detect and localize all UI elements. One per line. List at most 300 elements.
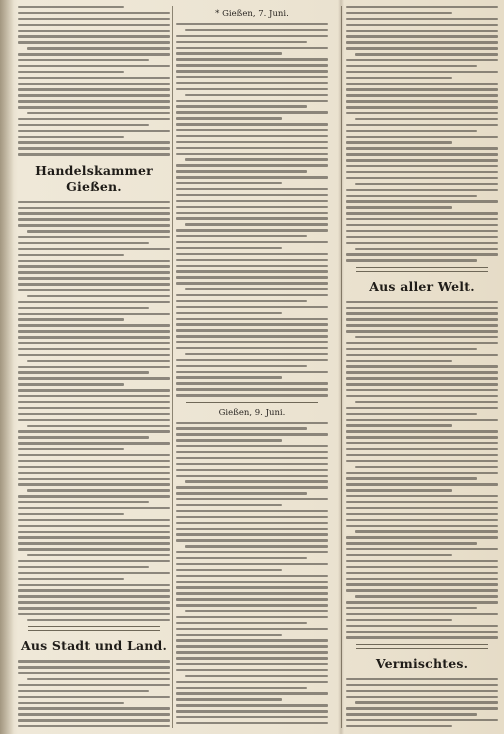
text-line <box>18 289 170 291</box>
text-line <box>176 427 307 429</box>
text-line <box>176 282 328 284</box>
text-line <box>355 530 498 532</box>
text-line <box>346 153 498 155</box>
text-line <box>176 76 328 78</box>
text-line <box>176 634 282 636</box>
text-line <box>346 430 498 432</box>
text-line <box>176 486 328 488</box>
text-line <box>346 513 498 515</box>
text-line <box>176 722 328 724</box>
text-line <box>346 171 498 173</box>
text-line <box>176 569 282 571</box>
text-line <box>18 536 170 538</box>
article-text-block <box>18 660 170 728</box>
text-line <box>18 613 170 615</box>
text-line <box>18 124 149 126</box>
text-line <box>27 112 170 114</box>
text-line <box>176 451 328 453</box>
text-line <box>18 35 170 37</box>
text-line <box>176 639 328 641</box>
text-line <box>18 519 170 521</box>
text-line <box>346 507 498 509</box>
text-line <box>346 77 452 79</box>
text-line <box>346 607 477 609</box>
text-line <box>176 270 328 272</box>
text-line <box>176 23 328 25</box>
text-line <box>355 466 498 468</box>
text-line <box>18 307 149 309</box>
text-line <box>346 301 498 303</box>
text-line <box>346 177 498 179</box>
text-line <box>346 324 498 326</box>
text-line <box>176 265 328 267</box>
text-line <box>346 389 498 391</box>
text-line <box>18 702 124 704</box>
text-line <box>176 586 328 588</box>
text-line <box>176 105 307 107</box>
text-line <box>346 477 477 479</box>
text-line <box>176 82 328 84</box>
text-line <box>346 47 498 49</box>
text-line <box>18 383 124 385</box>
text-line <box>176 235 307 237</box>
text-line <box>346 690 498 692</box>
text-line <box>176 259 328 261</box>
text-line <box>176 504 282 506</box>
text-line <box>346 395 498 397</box>
text-line <box>346 377 498 379</box>
text-line <box>176 628 328 630</box>
text-line <box>346 106 498 108</box>
text-line <box>18 271 170 273</box>
text-line <box>346 501 498 503</box>
text-line <box>346 636 498 638</box>
text-line <box>346 189 498 191</box>
text-line <box>18 336 170 338</box>
text-line <box>18 366 170 368</box>
text-line <box>346 59 498 61</box>
text-line <box>346 707 498 709</box>
text-line <box>346 71 498 73</box>
text-line <box>176 651 328 653</box>
section-separator <box>356 644 488 649</box>
text-line <box>346 525 498 527</box>
text-line <box>18 106 170 108</box>
text-line <box>18 242 149 244</box>
text-line <box>18 478 170 480</box>
text-line <box>176 147 328 149</box>
text-line <box>176 111 328 113</box>
text-line <box>176 681 328 683</box>
text-line <box>176 463 328 465</box>
text-line <box>346 354 498 356</box>
text-line <box>18 389 170 391</box>
text-line <box>346 365 498 367</box>
text-line <box>346 407 498 409</box>
text-line <box>346 312 498 314</box>
text-line <box>18 88 170 90</box>
text-line <box>346 6 498 8</box>
text-line <box>346 548 498 550</box>
text-line <box>18 236 170 238</box>
text-line <box>346 236 498 238</box>
text-line <box>176 616 328 618</box>
text-line <box>355 701 498 703</box>
text-line <box>355 118 498 120</box>
text-line <box>346 613 498 615</box>
text-line <box>346 342 498 344</box>
text-line <box>18 584 170 586</box>
text-line <box>18 301 170 303</box>
article-separator <box>186 402 318 403</box>
text-line <box>18 201 170 203</box>
text-line <box>176 692 328 694</box>
text-line <box>18 448 124 450</box>
text-line <box>18 542 170 544</box>
text-line <box>18 684 170 686</box>
text-line <box>176 64 328 66</box>
text-line <box>176 439 282 441</box>
text-line <box>18 607 170 609</box>
text-line <box>346 442 498 444</box>
text-line <box>176 539 328 541</box>
text-line <box>176 153 328 155</box>
text-line <box>346 678 498 680</box>
text-line <box>176 52 282 54</box>
text-line <box>18 419 170 421</box>
column-left <box>18 6 170 728</box>
text-line <box>18 371 149 373</box>
text-line <box>346 601 498 603</box>
text-line <box>18 495 170 497</box>
text-line <box>176 376 282 378</box>
text-line <box>176 188 328 190</box>
text-line <box>176 176 328 178</box>
text-line <box>18 224 170 226</box>
text-line <box>18 265 170 267</box>
text-line <box>176 445 328 447</box>
text-line <box>346 719 498 721</box>
text-line <box>346 195 477 197</box>
text-line <box>18 212 170 214</box>
text-line <box>346 30 498 32</box>
text-line <box>18 12 170 14</box>
text-line <box>346 130 477 132</box>
text-line <box>176 88 328 90</box>
text-line <box>176 141 328 143</box>
text-line <box>18 578 124 580</box>
text-line <box>18 283 170 285</box>
text-line <box>176 645 328 647</box>
text-line <box>18 725 170 727</box>
article-text-block <box>346 6 498 262</box>
text-line <box>176 47 328 49</box>
text-line <box>27 360 170 362</box>
text-line <box>346 83 498 85</box>
text-line <box>176 117 282 119</box>
text-line <box>176 581 328 583</box>
text-line <box>346 230 498 232</box>
text-line <box>18 348 170 350</box>
text-line <box>185 545 328 547</box>
text-line <box>185 29 328 31</box>
text-line <box>346 159 498 161</box>
text-line <box>346 572 498 574</box>
text-line <box>176 382 328 384</box>
column-middle <box>176 6 328 728</box>
text-line <box>176 698 282 700</box>
text-line <box>346 566 498 568</box>
text-line <box>346 419 498 421</box>
text-line <box>18 313 170 315</box>
text-line <box>176 194 328 196</box>
text-line <box>176 575 328 577</box>
text-line <box>18 660 170 662</box>
text-line <box>346 206 452 208</box>
text-line <box>18 560 170 562</box>
text-line <box>346 713 477 715</box>
text-line <box>176 551 328 553</box>
text-line <box>176 492 307 494</box>
text-line <box>185 94 328 96</box>
text-line <box>346 489 452 491</box>
text-line <box>346 330 498 332</box>
text-line <box>176 212 328 214</box>
text-line <box>185 610 328 612</box>
text-line <box>18 147 170 149</box>
text-line <box>346 212 498 214</box>
text-line <box>346 684 498 686</box>
text-line <box>346 631 498 633</box>
text-line <box>346 589 498 591</box>
article-text-block <box>176 422 328 729</box>
text-line <box>18 354 170 356</box>
text-line <box>18 713 170 715</box>
text-line <box>176 58 328 60</box>
text-line <box>18 83 170 85</box>
text-line <box>18 566 149 568</box>
text-line <box>176 716 328 718</box>
text-line <box>18 601 170 603</box>
text-line <box>355 401 498 403</box>
text-line <box>176 164 328 166</box>
text-line <box>18 218 170 220</box>
text-line <box>346 554 452 556</box>
text-line <box>176 522 328 524</box>
text-line <box>346 583 498 585</box>
text-line <box>176 276 328 278</box>
text-line <box>176 710 328 712</box>
text-line <box>176 622 307 624</box>
text-line <box>18 77 170 79</box>
text-line <box>18 59 149 61</box>
text-line <box>27 489 170 491</box>
text-line <box>18 454 170 456</box>
text-line <box>18 466 170 468</box>
text-line <box>185 288 328 290</box>
text-line <box>346 100 498 102</box>
text-line <box>18 65 170 67</box>
text-line <box>176 247 282 249</box>
text-line <box>346 448 498 450</box>
text-line <box>18 719 170 721</box>
text-line <box>18 342 170 344</box>
text-line <box>18 30 170 32</box>
text-line <box>18 71 124 73</box>
text-line <box>355 595 498 597</box>
text-line <box>176 206 328 208</box>
text-line <box>176 70 328 72</box>
text-line <box>346 124 498 126</box>
column-rule-left <box>172 6 173 728</box>
text-line <box>18 666 170 668</box>
text-line <box>18 589 170 591</box>
section-separator <box>356 267 488 272</box>
text-line <box>346 41 498 43</box>
text-line <box>18 513 124 515</box>
text-line <box>176 35 328 37</box>
text-line <box>176 516 328 518</box>
text-line <box>176 341 328 343</box>
text-line <box>176 182 282 184</box>
text-line <box>18 525 170 527</box>
text-line <box>346 371 498 373</box>
text-line <box>346 619 452 621</box>
text-line <box>176 123 328 125</box>
text-line <box>176 433 328 435</box>
text-line <box>27 295 170 297</box>
article-text-block <box>346 678 498 728</box>
text-line <box>346 483 498 485</box>
text-line <box>18 595 170 597</box>
text-line <box>346 200 498 202</box>
text-line <box>18 401 170 403</box>
text-line <box>176 365 307 367</box>
text-line <box>18 41 170 43</box>
text-line <box>27 47 170 49</box>
text-line <box>346 625 498 627</box>
text-line <box>176 592 328 594</box>
text-line <box>346 578 498 580</box>
text-line <box>185 223 328 225</box>
text-line <box>176 469 328 471</box>
text-line <box>176 323 328 325</box>
text-line <box>18 460 170 462</box>
text-line <box>346 383 498 385</box>
text-line <box>346 218 498 220</box>
text-line <box>346 94 498 96</box>
dateline: Gießen, 9. Juni. <box>218 407 286 418</box>
text-line <box>346 424 452 426</box>
text-line <box>176 687 307 689</box>
text-line <box>346 454 498 456</box>
text-line <box>346 696 498 698</box>
text-line <box>346 560 498 562</box>
text-line <box>176 306 328 308</box>
text-line <box>346 165 498 167</box>
text-line <box>176 135 328 137</box>
text-line <box>346 24 498 26</box>
text-line <box>18 141 170 143</box>
text-line <box>346 242 498 244</box>
text-line <box>346 436 498 438</box>
text-line <box>346 224 498 226</box>
text-line <box>18 130 170 132</box>
text-line <box>18 260 170 262</box>
text-line <box>176 533 328 535</box>
text-line <box>176 318 328 320</box>
article-text-block <box>18 201 170 622</box>
text-line <box>27 619 170 621</box>
text-line <box>176 669 328 671</box>
text-line <box>176 498 328 500</box>
text-line <box>18 572 170 574</box>
text-line <box>176 394 328 396</box>
text-line <box>27 425 170 427</box>
text-line <box>18 153 170 155</box>
section-separator <box>28 626 160 631</box>
text-line <box>18 430 170 432</box>
text-line <box>176 563 328 565</box>
text-line <box>18 24 170 26</box>
text-line <box>346 495 498 497</box>
text-line <box>346 348 477 350</box>
text-line <box>346 141 452 143</box>
text-line <box>18 501 149 503</box>
text-line <box>176 475 328 477</box>
text-line <box>176 170 307 172</box>
text-line <box>355 248 498 250</box>
page-edge-shadow <box>0 0 14 734</box>
text-line <box>18 483 170 485</box>
text-line <box>18 377 170 379</box>
text-line <box>176 241 328 243</box>
text-line <box>176 704 328 706</box>
text-line <box>18 94 170 96</box>
text-line <box>185 158 328 160</box>
text-line <box>18 472 170 474</box>
text-line <box>18 436 149 438</box>
section-heading-handelskammer: Handelskammer Gießen. <box>35 162 153 194</box>
article-text-block <box>176 23 328 397</box>
text-line <box>346 12 452 14</box>
text-line <box>185 675 328 677</box>
text-line <box>176 657 328 659</box>
text-line <box>346 519 498 521</box>
text-line <box>18 690 149 692</box>
text-line <box>176 598 328 600</box>
text-line <box>18 531 170 533</box>
text-line <box>176 663 328 665</box>
text-line <box>18 277 170 279</box>
text-line <box>346 253 498 255</box>
text-line <box>346 136 498 138</box>
dateline: * Gießen, 7. Juni. <box>215 9 289 19</box>
text-line <box>176 129 328 131</box>
text-line <box>176 557 307 559</box>
text-line <box>176 359 328 361</box>
text-line <box>18 53 170 55</box>
section-heading-stadt-und-land: Aus Stadt und Land. <box>20 638 168 654</box>
text-line <box>18 507 170 509</box>
text-line <box>176 229 328 231</box>
paper-fold <box>338 0 344 734</box>
text-line <box>346 259 477 261</box>
text-line <box>346 18 498 20</box>
text-line <box>176 253 328 255</box>
text-line <box>176 371 328 373</box>
text-line <box>18 248 170 250</box>
